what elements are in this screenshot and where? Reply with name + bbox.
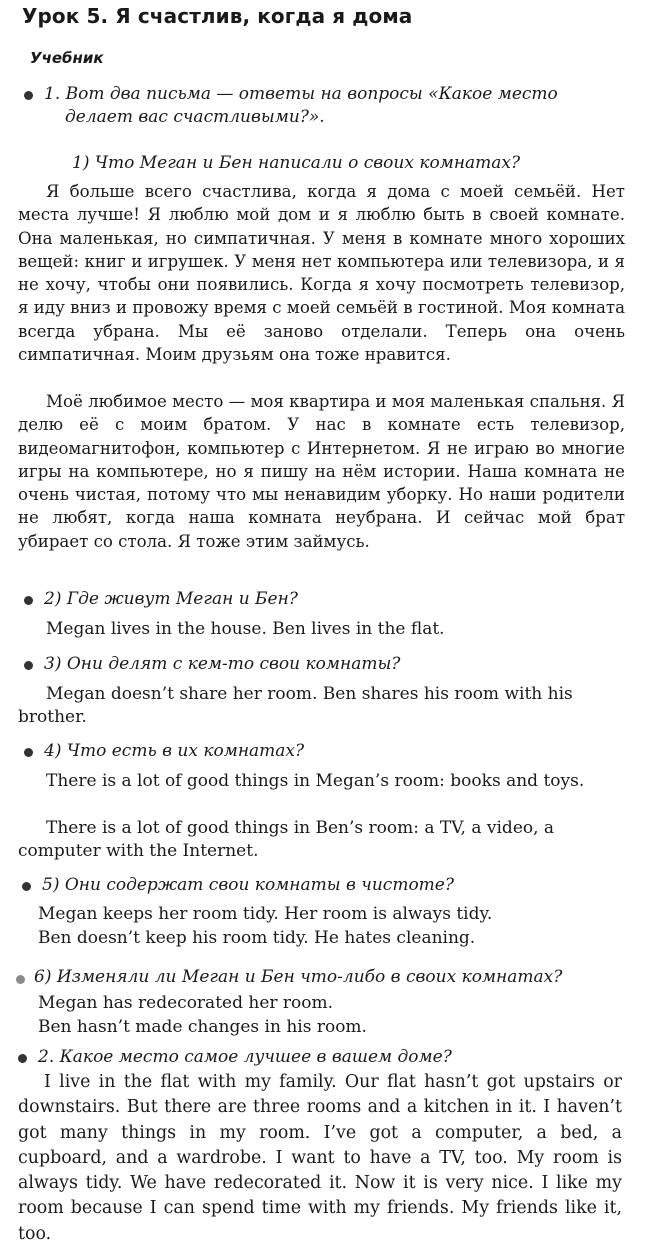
exercise1-prompt-line1: 1. Вот два письма — ответы на вопросы «Какое место bbox=[44, 84, 558, 104]
question-6: 6) Изменяли ли Меган и Бен что-либо в своих комнатах? bbox=[34, 967, 563, 987]
megan-letter: Я больше всего счастлива, когда я дома с моей семьёй. Нет места лучше! Я люблю мой дом и я люблю быть в своей комнате. Она маленькая, но симпатичная. У меня в комнате много хороших вещей: книг и игрушек. У меня нет компьютера или телевизора, и я не хочу, чтобы они появились. Когда я хочу посмотреть телевизор, я иду вниз и провожу время с моей семьёй в гостиной. Моя комната всегда убрана. Мы её заново отделали. Теперь она очень симпатичная. Моим друзьям она тоже нравится. bbox=[18, 182, 625, 365]
bullet-icon bbox=[24, 748, 33, 757]
answer-2: Megan lives in the house. Ben lives in the flat. bbox=[46, 619, 445, 639]
answer-5a: Megan keeps her room tidy. Her room is always tidy. bbox=[38, 904, 493, 924]
answer-6a: Megan has redecorated her room. bbox=[38, 993, 334, 1013]
bullet-icon bbox=[24, 91, 33, 100]
answer-4a: There is a lot of good things in Megan’s room: books and toys. bbox=[46, 771, 585, 791]
question-1: 1) Что Меган и Бен написали о своих комнатах? bbox=[72, 153, 521, 173]
bullet-icon bbox=[16, 975, 25, 984]
ben-letter: Моё любимое место — моя квартира и моя маленькая спальня. Я делю её с моим братом. У нас в комнате есть телевизор, видеомагнитофон, компьютер с Интернетом. Я не играю во многие игры на компьютере, но я пишу на нём истории. Наша комната не очень чистая, потому что мы ненавидим уборку. Но наши родители не любят, когда наша комната неубрана. И сейчас мой брат убирает со стола. Я тоже этим займусь. bbox=[18, 392, 625, 551]
exercise2-question: 2. Какое место самое лучшее в вашем доме? bbox=[38, 1047, 452, 1067]
question-5: 5) Они содержат свои комнаты в чистоте? bbox=[42, 875, 454, 895]
answer-4b: There is a lot of good things in Ben’s room: a TV, a video, a computer with the Internet. bbox=[18, 818, 555, 861]
answer-5b: Ben doesn’t keep his room tidy. He hates cleaning. bbox=[38, 928, 476, 948]
bullet-icon bbox=[22, 882, 31, 891]
bullet-icon bbox=[24, 596, 33, 605]
question-4: 4) Что есть в их комнатах? bbox=[44, 741, 305, 761]
bullet-icon bbox=[18, 1054, 27, 1063]
answer-6b: Ben hasn’t made changes in his room. bbox=[38, 1017, 367, 1037]
question-2: 2) Где живут Меган и Бен? bbox=[44, 589, 298, 609]
exercise1-prompt-line2: делает вас счастливыми?». bbox=[65, 107, 325, 127]
lesson-title: Урок 5. Я счастлив, когда я дома bbox=[22, 4, 413, 28]
answer-3: Megan doesn’t share her room. Ben shares his room with his brother. bbox=[18, 684, 573, 727]
exercise2-essay: I live in the flat with my family. Our flat hasn’t got upstairs or downstairs. But there are three rooms and a kitchen in it. I haven’t got many things in my room. I’ve got a computer, a bed, a cupboard, and a wardrobe. I want to have a TV, too. My room is always tidy. We have redecorated it. Now it is very nice. I like my room because I can spend time with my friends. My friends like it, too. bbox=[18, 1072, 622, 1244]
bullet-icon bbox=[24, 661, 33, 670]
question-3: 3) Они делят с кем-то свои комнаты? bbox=[44, 654, 401, 674]
section-label: Учебник bbox=[30, 49, 104, 67]
